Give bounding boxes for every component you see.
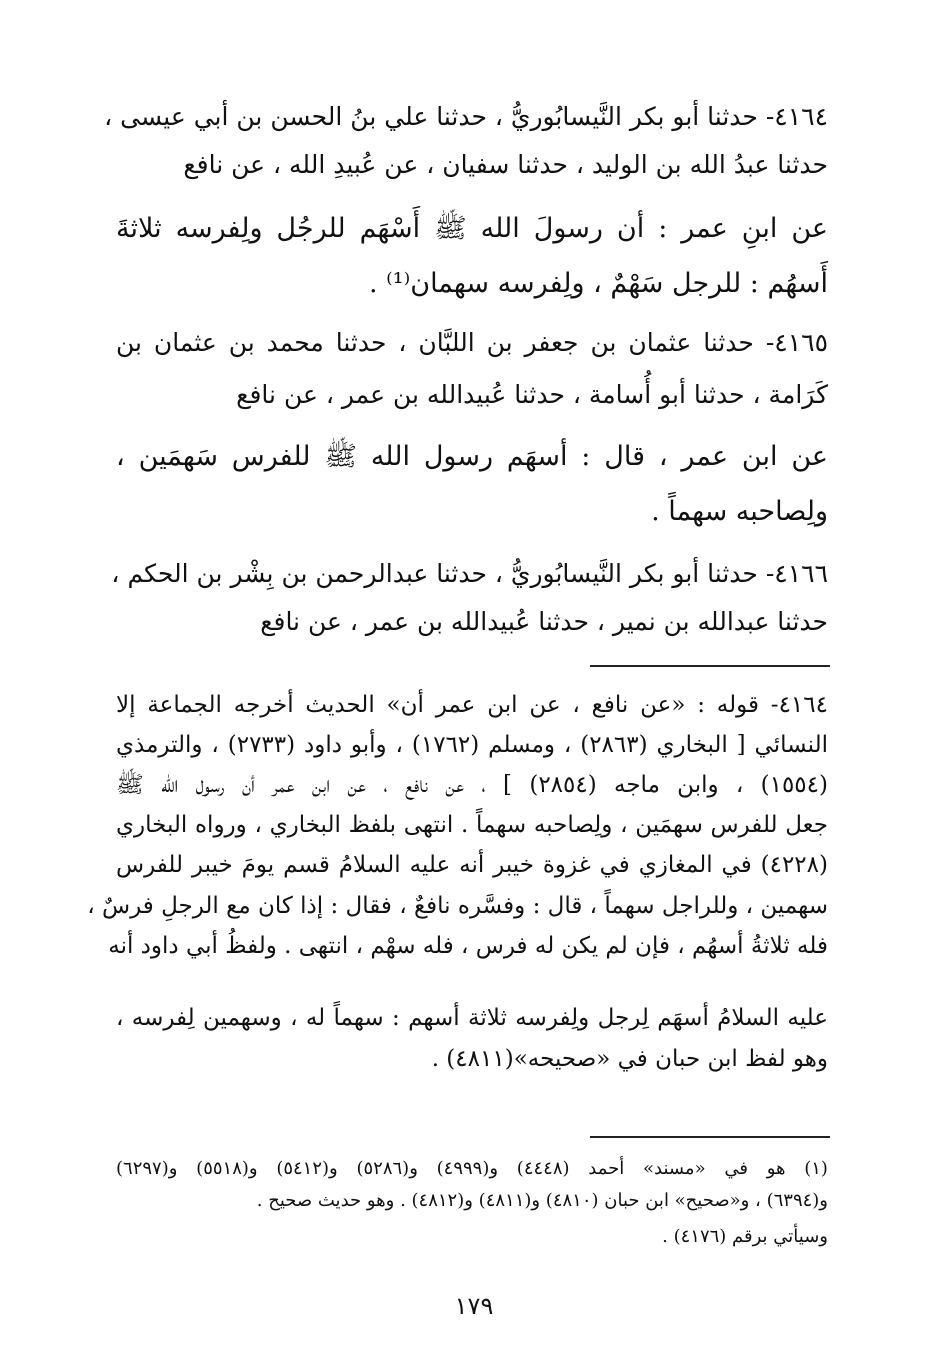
hadith-4166-isnad-line-1: ٤١٦٦- حدثنا أبو بكر النَّيسابُوريُّ ، حدثنا عبدالرحمن بن بِشْر بن الحكم ،	[111, 559, 828, 588]
hadith-4165-isnad-line-1: ٤١٦٥- حدثنا عثمان بن جعفر بن اللبَّان ، حدثنا محمد بن عثمان بن	[116, 328, 828, 357]
hadith-4165-matn-line-2: ولِصاحبه سهماً .	[651, 496, 828, 527]
commentary-line-4: جعل للفرس سهمَين ، ولِصاحبه سهماً . انتهى بلفظ البخاري ، ورواه البخاري	[116, 812, 828, 838]
footnote-line-3: وسيأتي برقم (٤١٧٦) .	[662, 1226, 828, 1247]
footnote-separator	[590, 1136, 830, 1138]
commentary-line-5: (٤٢٢٨) في المغازي في غزوة خيبر أنه عليه السلامُ قسم يومَ خيبر للفرس	[116, 852, 828, 878]
hadith-4165-matn-line-1: عن ابن عمر ، قال : أسهَم رسول الله ﷺ للفرس سَهمَين ،	[116, 441, 828, 472]
hadith-4164-isnad-line-1: ٤١٦٤- حدثنا أبو بكر النَّيسابُوريُّ ، حدثنا علي بنُ الحسن بن أبي عيسى ،	[104, 102, 828, 131]
commentary-line-6: سهمين ، وللراجل سهماً ، قال : وفسَّره نافعٌ ، فقال : إذا كان مع الرجلِ فرسٌ ،	[87, 893, 828, 919]
hadith-4165-isnad-line-2: كَرَامة ، حدثنا أبو أُسامة ، حدثنا عُبيدالله بن عمر ، عن نافع	[236, 380, 828, 409]
commentary-separator	[590, 665, 830, 667]
hadith-4164-isnad-line-2: حدثنا عبدُ الله بن الوليد ، حدثنا سفيان ، عن عُبيدِ الله ، عن نافع	[183, 150, 828, 179]
commentary-line-8: عليه السلامُ أسهَم لِرجل ولِفرسه ثلاثة أسهم : سهماً له ، وسهمين لِفرسه ،	[116, 1005, 828, 1031]
commentary-line-9: وهو لفظ ابن حبان في «صحيحه»(٤٨١١) .	[431, 1046, 828, 1072]
footnote-line-1: (١) هو في «مسند» أحمد (٤٤٤٨) و(٤٩٩٩) و(٥٢٨٦) و(٥٤١٢) و(٥٥١٨) و(٦٢٩٧)	[116, 1158, 828, 1179]
commentary-line-1: ٤١٦٤- قوله : «عن نافع ، عن ابن عمر أن» الحديث أخرجه الجماعة إلا	[116, 692, 828, 718]
page-number: ١٧٩	[454, 1292, 494, 1320]
commentary-line-3: (١٥٥٤) ، وابن ماجه (٢٨٥٤) ] ، عن نافع ، عن ابن عمر أن رسول الله ﷺ	[116, 772, 828, 798]
footnote-line-2: و(٦٣٩٤) ، و«صحيح» ابن حبان (٤٨١٠) و(٤٨١١) و(٤٨١٢) . وهو حديث صحيح .	[256, 1190, 828, 1211]
hadith-4164-matn-line-1: عن ابنِ عمر : أن رسولَ الله ﷺ أَسْهَم للرجُل ولِفرسه ثلاثةَ	[116, 213, 828, 244]
commentary-line-7: فله ثلاثةُ أسهُم ، فإن لم يكن له فرس ، فله سهْم ، انتهى . ولفظُ أبي داود أنه	[108, 933, 828, 959]
hadith-4166-isnad-line-2: حدثنا عبدالله بن نمير ، حدثنا عُبيدالله بن عمر ، عن نافع	[260, 607, 828, 636]
hadith-4164-matn-line-2: أَسهُم : للرجل سَهْمٌ ، ولِفرسه سهمان⁽¹⁾ .	[369, 268, 828, 299]
commentary-line-2: النسائي [ البخاري (٢٨٦٣) ، ومسلم (١٧٦٢) ، وأبو داود (٢٧٣٣) ، والترمذي	[116, 732, 828, 758]
